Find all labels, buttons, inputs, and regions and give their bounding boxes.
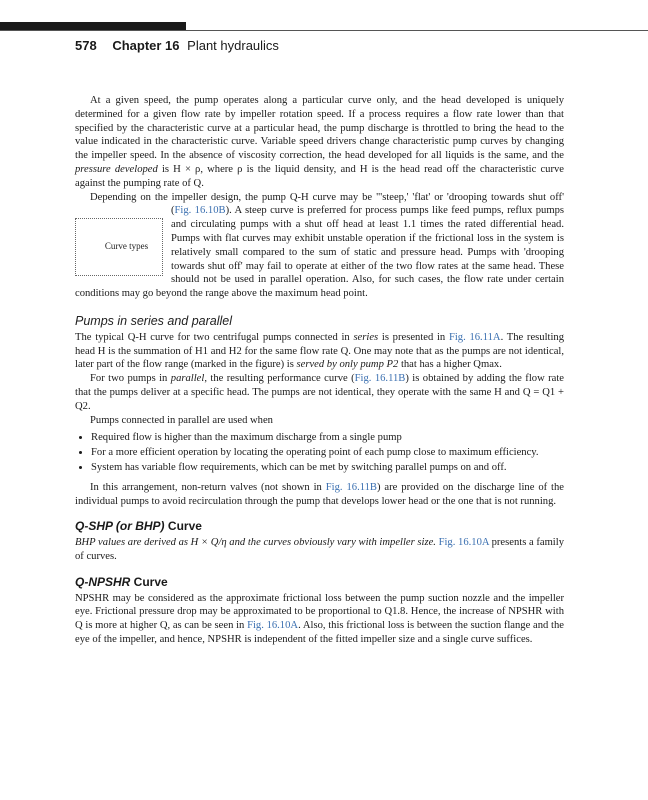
intro-paragraph-2: Depending on the impeller design, the pump Q-H curve may be "'steep,' 'flat' or 'drooping towards shut off' ( Curve types Fig. 16.10B). A steep curve is preferred for process pumps like feed pumps, reflux pumps and circulating pumps with a shut off head at least 1.1 times the rated differential head. Pumps with flat curves may exhibit unstable operation if the frictional loss in the system is relatively small compared to the sum of static and pressure head. Pumps with 'drooping towards shut off' may fail to operate at either of the two flow rates at the same head. These should not be used in parallel operation. Also, for such cases, the flow rate under certain conditions may go beyond the range above the maximum head point. [75,191,564,300]
page-header [75,38,279,53]
fig-ref-16-10b[interactable]: Fig. 16.10B [174,205,226,217]
intro-paragraph-1: At a given speed, the pump operates along a particular curve only, and the head developed is uniquely determined for a given flow rate by impeller rotation speed. If a process requires a flow rate lower than that specified by the characteristic curve at a particular head, the pump discharge is throttled to bring the head to the value indicated in the characteristic curve. Variable speed drivers change characteristic pump curves by changing the impeller speed. In the absence of viscosity correction, the head developed for all liquids is the same, and the pressure developed is H × ρ, where ρ is the liquid density, and H is the head read off the characteristic curve against the pumping rate of Q. [75,95,564,189]
page-number: 578 [75,38,97,53]
section-title-qnpsh: Q-NPSHR Curve [75,574,168,589]
parallel-usage-list [75,431,564,474]
chapter-title: Plant hydraulics [187,38,279,53]
qnpsh-paragraph: NPSHR may be considered as the approximate frictional loss between the pump suction nozzle and the impeller eye. Frictional pressure drop may be approximated to be proportional to Q1.8. Hence, the increase of NPSHR with Q is more at higher Q, as can be seen in Fig. 16.10A. Also, this frictional loss is between the suction flange and the eye of the impeller, and hence, NPSHR is independent of the fitted impeller size and a single curve suffices. [75,592,564,645]
non-return-valve-paragraph: In this arrangement, non-return valves (not shown in Fig. 16.11B) are provided on the discharge line of the individual pumps to avoid recirculation through the pump that develops lower head or the one that is not running. [75,481,564,507]
section-title-qshp: Q-SHP (or BHP) Curve [75,519,202,534]
fig-ref-16-10a[interactable]: Fig. 16.10A [438,537,489,549]
header-rule [0,30,648,31]
fig-ref-16-11b-2[interactable]: Fig. 16.11B [325,481,377,493]
page-body [75,94,564,647]
list-item: • System has variable flow requirements, which can be met by switching parallel pumps on and off. [91,461,564,475]
qshp-paragraph: BHP values are derived as H × Q/η and the curves obviously vary with impeller size. Fig. 16.10A presents a family of curves. [75,537,564,562]
fig-ref-16-11b[interactable]: Fig. 16.11B [354,373,406,385]
curve-types-block [75,191,564,301]
parallel-usage-intro: Pumps connected in parallel are used when [90,414,273,426]
list-item: • Required flow is higher than the maximum discharge from a single pump [91,431,564,445]
fig-ref-16-10a-2[interactable]: Fig. 16.10A [247,620,299,632]
section-title-series-parallel: Pumps in series and parallel [75,313,233,328]
series-paragraph: The typical Q-H curve for two centrifugal pumps connected in series is presented in Fig. 16.11A. The resulting head H is the summation of H1 and H2 for the same flow rate Q. One may note that as the pumps are not identical, later part of the flow range (marked in the figure) is served by only pump P2 that has a higher Qmax. [75,331,565,371]
fig-ref-16-11a[interactable]: Fig. 16.11A [448,331,501,343]
margin-note-curve-types: Curve types [75,218,163,276]
chapter-label: Chapter 16 [112,38,180,53]
parallel-paragraph: For two pumps in parallel, the resulting performance curve (Fig. 16.11B) is obtained by adding the flow rate that the pumps deliver at a specific head. The pumps are not identical, they operate with the same H and Q = Q1 + Q2. [75,373,565,412]
list-item: • For a more efficient operation by locating the operating point of each pump close to maximum efficiency. [91,446,564,460]
